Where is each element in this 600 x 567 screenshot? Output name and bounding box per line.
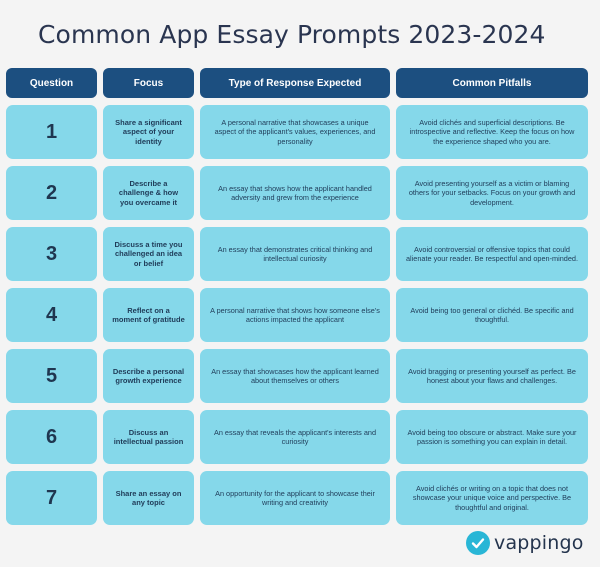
row-2-response: An essay that shows how the applicant handled adversity and grew from the experience bbox=[200, 166, 390, 220]
row-1-number: 1 bbox=[6, 105, 97, 159]
row-2-focus: Describe a challenge & how you overcame it bbox=[103, 166, 194, 220]
row-6-response: An essay that reveals the applicant's interests and curiosity bbox=[200, 410, 390, 464]
row-2-pitfalls: Avoid presenting yourself as a victim or blaming others for your setbacks. Focus on your growth and development. bbox=[396, 166, 588, 220]
page-title: Common App Essay Prompts 2023-2024 bbox=[38, 20, 546, 49]
header-question: Question bbox=[6, 68, 97, 98]
row-1-focus: Share a significant aspect of your identity bbox=[103, 105, 194, 159]
row-4-pitfalls: Avoid being too general or clichéd. Be specific and thoughtful. bbox=[396, 288, 588, 342]
row-1-response: A personal narrative that showcases a unique aspect of the applicant's values, experiences, and personality bbox=[200, 105, 390, 159]
row-4-focus: Reflect on a moment of gratitude bbox=[103, 288, 194, 342]
row-3-number: 3 bbox=[6, 227, 97, 281]
row-5-number: 5 bbox=[6, 349, 97, 403]
row-5-focus: Describe a personal growth experience bbox=[103, 349, 194, 403]
row-4-number: 4 bbox=[6, 288, 97, 342]
row-6-pitfalls: Avoid being too obscure or abstract. Make sure your passion is something you can explain in detail. bbox=[396, 410, 588, 464]
row-3-pitfalls: Avoid controversial or offensive topics that could alienate your reader. Be respectful and open-minded. bbox=[396, 227, 588, 281]
row-2-number: 2 bbox=[6, 166, 97, 220]
row-7-focus: Share an essay on any topic bbox=[103, 471, 194, 525]
header-focus: Focus bbox=[103, 68, 194, 98]
row-3-response: An essay that demonstrates critical thinking and intellectual curiosity bbox=[200, 227, 390, 281]
row-6-number: 6 bbox=[6, 410, 97, 464]
prompts-table bbox=[6, 68, 588, 525]
checkmark-icon bbox=[466, 531, 490, 555]
header-pitfalls: Common Pitfalls bbox=[396, 68, 588, 98]
row-7-number: 7 bbox=[6, 471, 97, 525]
row-7-response: An opportunity for the applicant to showcase their writing and creativity bbox=[200, 471, 390, 525]
row-5-response: An essay that showcases how the applicant learned about themselves or others bbox=[200, 349, 390, 403]
row-4-response: A personal narrative that shows how someone else's actions impacted the applicant bbox=[200, 288, 390, 342]
brand-name: vappingo bbox=[494, 532, 584, 554]
header-response-type: Type of Response Expected bbox=[200, 68, 390, 98]
row-3-focus: Discuss a time you challenged an idea or belief bbox=[103, 227, 194, 281]
row-1-pitfalls: Avoid clichés and superficial descriptions. Be introspective and reflective. Keep the focus on how the experience shaped who you are. bbox=[396, 105, 588, 159]
brand-logo bbox=[466, 531, 584, 555]
row-5-pitfalls: Avoid bragging or presenting yourself as perfect. Be honest about your flaws and challenges. bbox=[396, 349, 588, 403]
row-6-focus: Discuss an intellectual passion bbox=[103, 410, 194, 464]
row-7-pitfalls: Avoid clichés or writing on a topic that does not showcase your unique voice and perspective. Be thoughtful and original. bbox=[396, 471, 588, 525]
